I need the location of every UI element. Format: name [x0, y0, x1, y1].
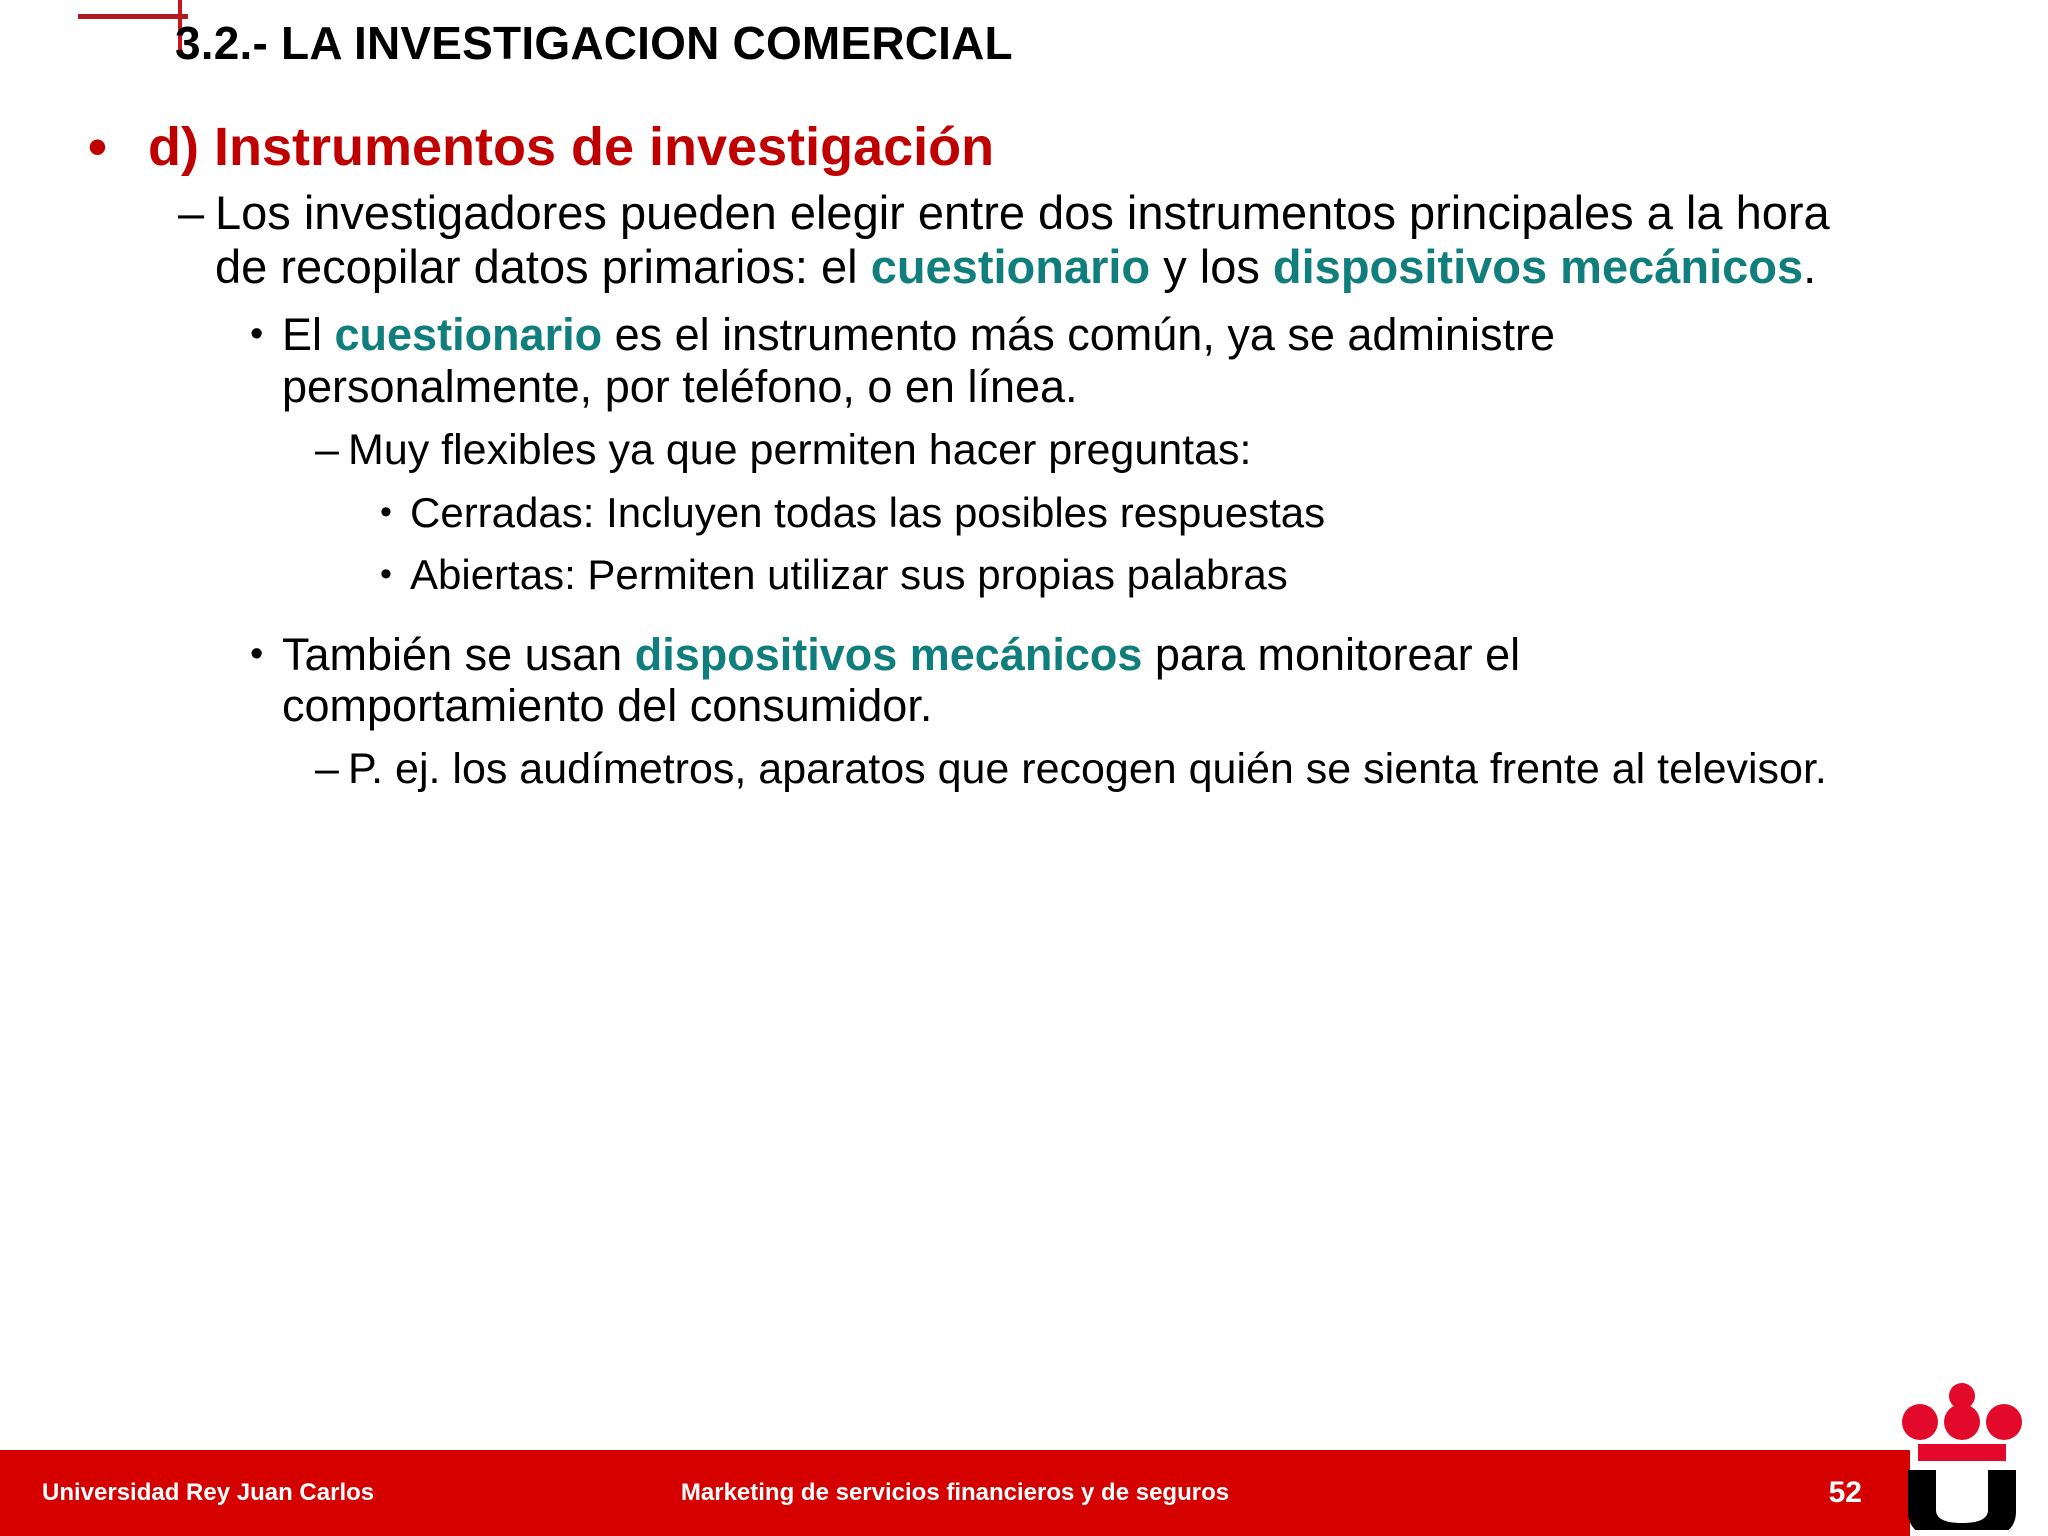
footer-university-name: Universidad Rey Juan Carlos — [42, 1479, 375, 1506]
paragraph-cerradas-text: Cerradas: Incluyen todas las posibles respuestas — [410, 489, 1326, 537]
slide-body — [0, 118, 2048, 794]
paragraph-audimetros-text: P. ej. los audímetros, aparatos que recogen quién se sienta frente al televisor. — [348, 745, 1827, 794]
paragraph-instruments-part1: Los investigadores pueden elegir entre dos instrumentos principales a la hora de recopilar datos primarios: el — [215, 186, 1830, 293]
paragraph-cerradas — [0, 489, 2048, 537]
paragraph-dispositivos-part2: para monitorear el comportamiento del consumidor. — [282, 628, 1521, 732]
bullet-marker-level3-a: • — [250, 313, 264, 356]
crown-left-ball-icon — [1902, 1404, 1938, 1440]
paragraph-flexibles — [0, 426, 2048, 475]
bullet-marker-level3-b: • — [250, 632, 264, 675]
paragraph-instruments-part2: y los — [1150, 239, 1273, 293]
paragraph-cuestionario — [0, 309, 2048, 412]
crown-band-icon — [1918, 1444, 2006, 1461]
highlight-cuestionario-1: cuestionario — [870, 239, 1151, 293]
highlight-cuestionario-2: cuestionario — [334, 309, 603, 361]
slide-title: 3.2.- LA INVESTIGACION COMERCIAL — [175, 17, 1013, 69]
footer-page-number: 52 — [1828, 1476, 1862, 1509]
paragraph-abiertas — [0, 551, 2048, 599]
footer-course-name: Marketing de servicios financieros y de seguros — [680, 1479, 1230, 1506]
paragraph-dispositivos-part1: También se usan — [282, 628, 635, 680]
bullet-marker-level5-a: • — [380, 493, 392, 532]
paragraph-audimetros — [0, 745, 2048, 794]
bullet-marker-level2: – — [178, 186, 205, 240]
paragraph-instruments-part3: . — [1803, 239, 1817, 293]
bullet-marker-level4-b: – — [315, 745, 339, 794]
section-heading — [0, 118, 2048, 176]
paragraph-instruments — [0, 186, 2048, 293]
crown-center-ball-icon — [1944, 1404, 1980, 1440]
urjc-logo — [1894, 1382, 2030, 1530]
paragraph-cuestionario-part1: El — [282, 309, 335, 361]
highlight-dispositivos-1: dispositivos mecánicos — [1272, 239, 1804, 293]
paragraph-flexibles-text: Muy flexibles ya que permiten hacer preguntas: — [348, 426, 1252, 475]
section-heading-text: d) Instrumentos de investigación — [148, 117, 995, 177]
paragraph-dispositivos — [0, 629, 2048, 732]
footer-bar — [0, 1450, 1910, 1536]
corner-horizontal-rule — [78, 14, 188, 19]
highlight-dispositivos-2: dispositivos mecánicos — [634, 628, 1143, 680]
logo-letter-u-icon — [1908, 1470, 2016, 1530]
bullet-marker-level5-b: • — [380, 554, 392, 593]
bullet-marker-level4-a: – — [315, 426, 339, 475]
corner-decoration — [78, 0, 188, 56]
paragraph-abiertas-text: Abiertas: Permiten utilizar sus propias palabras — [410, 550, 1288, 598]
bullet-marker-level1: • — [88, 117, 107, 177]
crown-right-ball-icon — [1986, 1404, 2022, 1440]
urjc-logo-svg — [1894, 1382, 2030, 1530]
paragraph-cuestionario-part2: es el instrumento más común, ya se administre personalmente, por teléfono, o en línea. — [282, 309, 1555, 412]
